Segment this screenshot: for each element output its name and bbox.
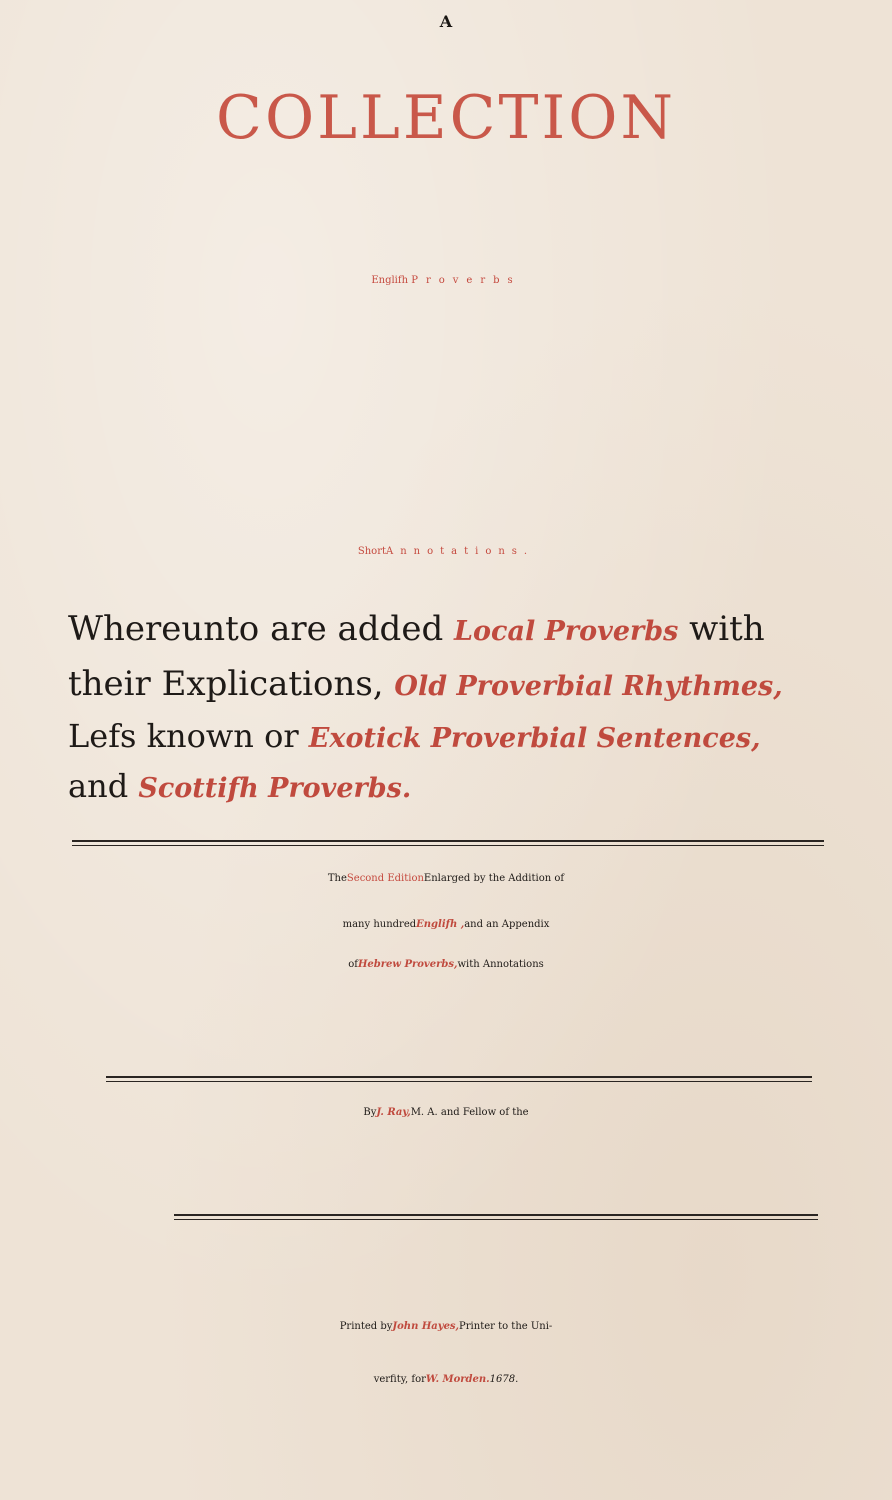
imprint-line-2: [0, 1375, 892, 1385]
title-english: Englifh: [371, 275, 409, 286]
imprint-year: 1678.: [489, 1374, 519, 1385]
contents-line-4: [68, 767, 848, 805]
contents-whereunto: Whereunto are added: [68, 609, 444, 649]
author-credentials: M. A. and Fellow of the: [410, 1107, 529, 1118]
edition-line-3: [0, 960, 892, 970]
author-name: J. Ray,: [376, 1107, 411, 1118]
contents-line-2: [68, 664, 848, 704]
divider-rule-1: [72, 840, 824, 842]
imprint-versity: verfity, for: [373, 1374, 426, 1385]
edition-appendix: and an Appendix: [464, 919, 550, 930]
subtitle-short: Short: [357, 546, 387, 557]
imprint-printed-by: Printed by: [339, 1321, 393, 1332]
author-by: By: [363, 1107, 377, 1118]
edition-english: Englifh ,: [416, 919, 465, 930]
subtitle-short-annotations: [0, 547, 892, 557]
author-line-1: [0, 1108, 892, 1118]
edition-with-annotations: with Annotations: [457, 959, 544, 970]
contents-scottish: Scottifh Proverbs.: [138, 773, 412, 804]
title-english-proverbs: [0, 276, 892, 286]
imprint-printer-name: John Hayes,: [392, 1321, 460, 1332]
imprint-bookseller: W. Morden.: [425, 1374, 490, 1385]
subtitle-annotations: Annotations.: [386, 546, 535, 557]
imprint-line-1: [0, 1322, 892, 1332]
contents-line-1: [68, 609, 848, 649]
edition-of: of: [348, 959, 358, 970]
title-article: A: [439, 12, 453, 31]
contents-and: and: [68, 767, 129, 805]
edition-enlarged: Enlarged by the Addition of: [423, 873, 565, 884]
edition-second-edition: Second Edition: [346, 873, 424, 884]
contents-less-known: Lefs known or: [68, 717, 299, 755]
contents-their: their Explications,: [68, 664, 384, 704]
contents-old-rhythmes: Old Proverbial Rhythmes,: [394, 671, 783, 702]
divider-rule-3: [174, 1214, 818, 1216]
title-proverbs: Proverbs: [411, 275, 521, 286]
edition-line-2: [0, 920, 892, 930]
imprint-printer-role: Printer to the Uni-: [459, 1321, 553, 1332]
edition-line-1: [0, 874, 892, 884]
contents-exotick: Exotick Proverbial Sentences,: [308, 723, 761, 754]
contents-local-proverbs: Local Proverbs: [454, 616, 679, 647]
title-collection: COLLECTION: [216, 83, 676, 153]
contents-line-3: [68, 717, 848, 755]
contents-with: with: [689, 609, 765, 649]
divider-rule-2: [106, 1076, 812, 1078]
edition-many-hundred: many hundred: [342, 919, 417, 930]
edition-hebrew: Hebrew Proverbs,: [357, 959, 458, 970]
edition-the: The: [327, 873, 347, 884]
